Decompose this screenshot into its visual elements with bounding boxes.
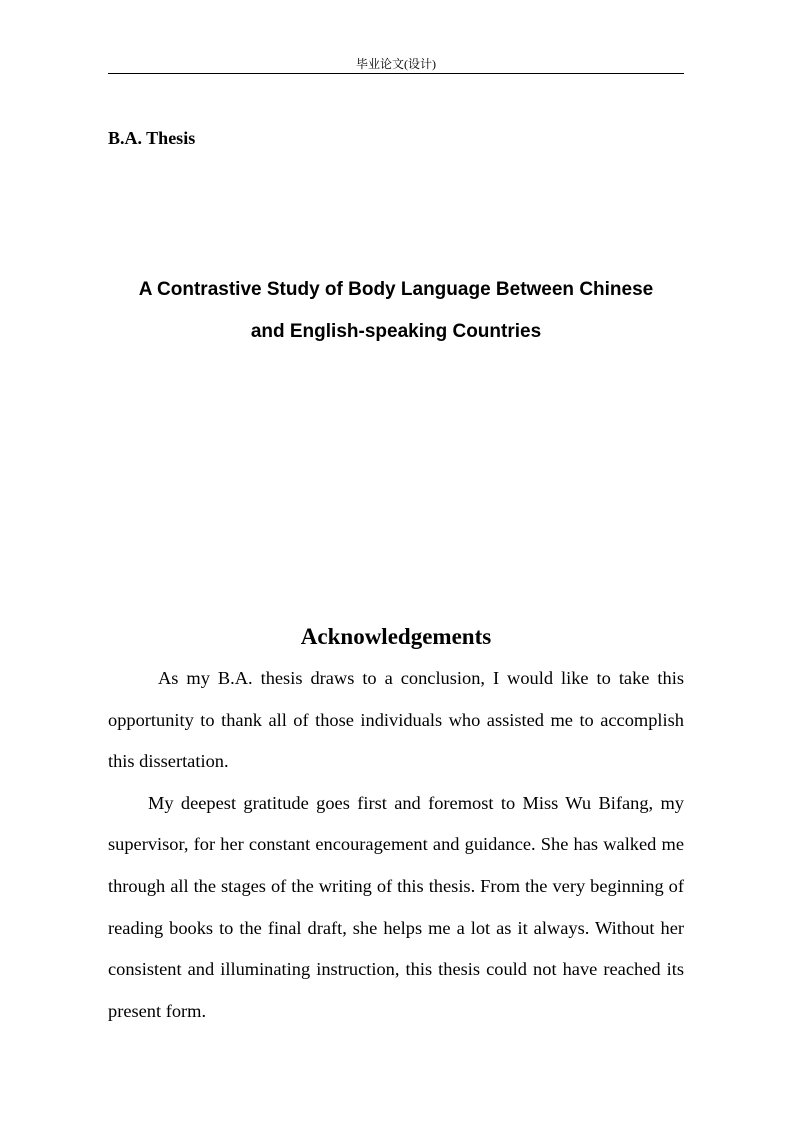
acknowledgements-paragraph: My deepest gratitude goes first and foremost to Miss Wu Bifang, my supervisor, for her constant encouragement and guidance. She has walked me through all the stages of the writing of this thesis. From the very beginning of reading books to the final draft, she helps me a lot as it always. Without her consistent and illuminating instruction, this thesis could not have reached its present form.: [108, 792, 684, 1021]
thesis-title-line-2: and English-speaking Countries: [250, 321, 542, 342]
thesis-title: [108, 269, 684, 353]
page-header: 毕业论文(设计): [356, 57, 436, 71]
document-type-label: B.A. Thesis: [108, 128, 196, 148]
thesis-title-line-1: A Contrastive Study of Body Language Between Chinese: [138, 279, 654, 300]
acknowledgements-paragraph: As my B.A. thesis draws to a conclusion, I would like to take this opportunity to thank all of those individuals who assisted me to accomplish this dissertation.: [108, 668, 684, 772]
header-divider: [108, 73, 684, 74]
acknowledgements-body: [108, 658, 684, 1032]
acknowledgements-heading: Acknowledgements: [300, 624, 492, 649]
